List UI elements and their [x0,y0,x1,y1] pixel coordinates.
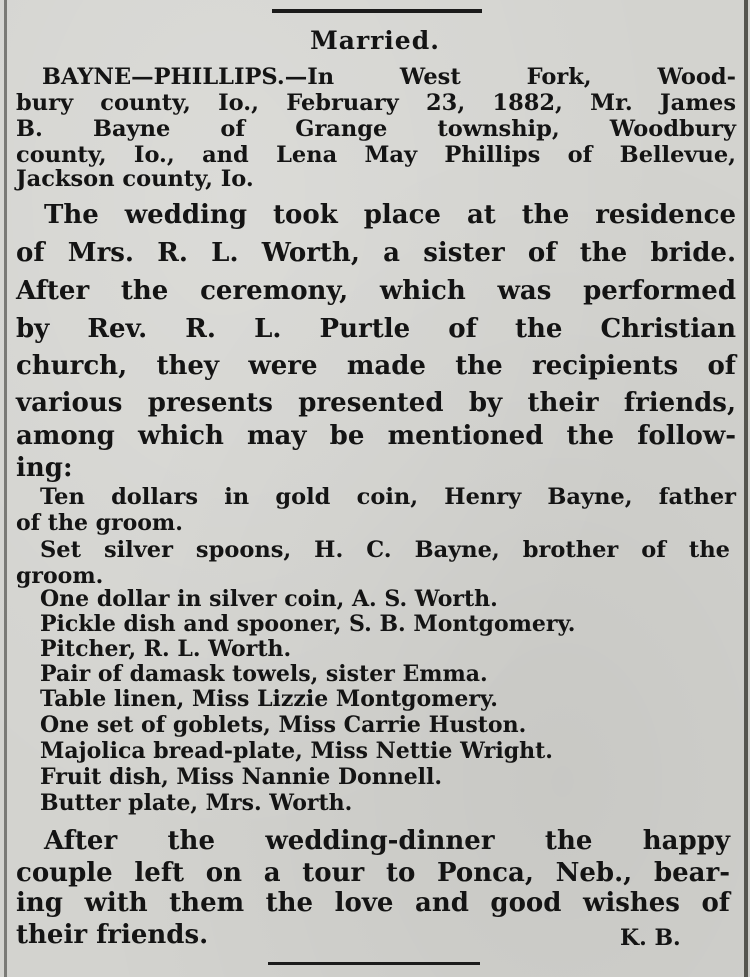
lead-line: Jackson county, Io. [16,166,254,192]
lead-line: BAYNE—PHILLIPS.—In West Fork, Wood- [42,64,736,90]
gift-line: of the groom. [16,510,183,536]
gift-line: Pair of damask towels, sister Emma. [40,661,488,687]
bottom-rule [268,962,480,965]
body-line: The wedding took place at the residence [44,200,736,230]
lead-line: county, Io., and Lena May Phillips of Bellevue, [16,142,736,168]
gift-line: Set silver spoons, H. C. Bayne, brother of the [40,537,730,563]
closing-line: ing with them the love and good wishes of [16,888,730,918]
gift-line: Majolica bread-plate, Miss Nettie Wright. [40,738,553,764]
lead-line: bury county, Io., February 23, 1882, Mr. James [16,90,736,116]
closing-line: their friends. [16,920,209,950]
body-line: various presents presented by their friends, [16,388,736,418]
gift-line: One dollar in silver coin, A. S. Worth. [40,586,498,612]
closing-line: couple left on a tour to Ponca, Neb., bear- [16,858,730,888]
article-heading: Married. [310,26,440,55]
body-line: by Rev. R. L. Purtle of the Christian [16,314,736,344]
gift-line: Pitcher, R. L. Worth. [40,636,292,662]
body-line: After the ceremony, which was performed [16,276,736,306]
body-line: ing: [16,453,73,483]
gift-line: Butter plate, Mrs. Worth. [40,790,353,816]
gift-line: Ten dollars in gold coin, Henry Bayne, father [40,484,736,510]
top-rule [272,9,482,13]
lead-line: B. Bayne of Grange township, Woodbury [16,116,736,142]
body-line: of Mrs. R. L. Worth, a sister of the bride. [16,238,736,268]
author-signature: K. B. [620,925,681,951]
gift-line: Pickle dish and spooner, S. B. Montgomery. [40,611,576,637]
gift-line: groom. [16,563,104,589]
body-line: church, they were made the recipients of [16,351,736,381]
gift-line: Fruit dish, Miss Nannie Donnell. [40,764,443,790]
body-line: among which may be mentioned the follow- [16,421,736,451]
left-edge-divider [4,0,7,977]
right-column-rule [744,0,748,977]
gift-line: Table linen, Miss Lizzie Montgomery. [40,686,498,712]
gift-line: One set of goblets, Miss Carrie Huston. [40,712,527,738]
closing-line: After the wedding-dinner the happy [44,826,730,856]
